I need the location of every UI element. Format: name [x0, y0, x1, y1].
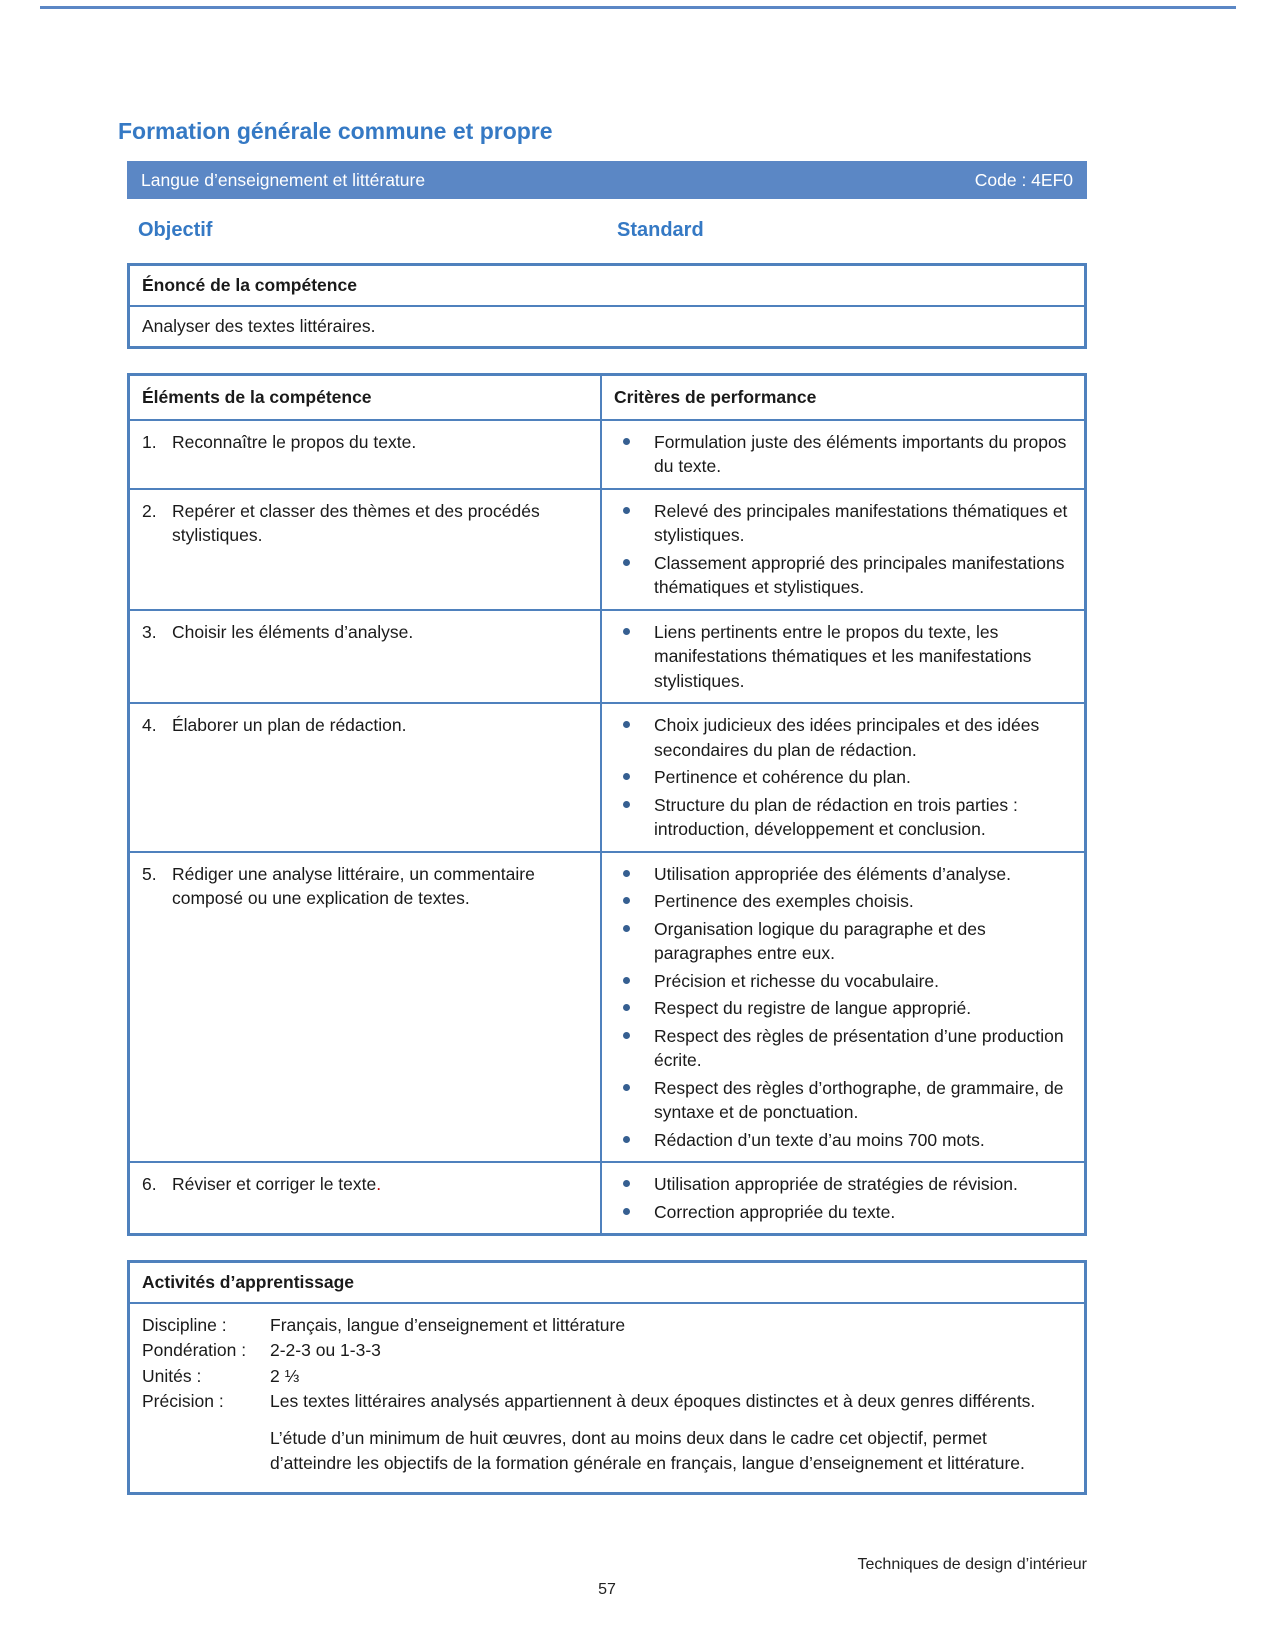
criterion-item: [614, 765, 1072, 790]
criteria-cell: [602, 611, 1084, 703]
criterion-item: [614, 969, 1072, 994]
criterion-text: Structure du plan de rédaction en trois parties : introduction, développement et conclusion.: [654, 794, 1018, 839]
row-number: 2.: [142, 500, 157, 521]
activity-field-paragraph: Les textes littéraires analysés appartiennent à deux époques distinctes et à deux genres différents.: [270, 1391, 1036, 1412]
competence-row: [130, 490, 1084, 611]
standard-heading: Standard: [617, 219, 704, 241]
criteria-list: [614, 430, 1072, 479]
element-text: Reconnaître le propos du texte.: [172, 431, 417, 452]
activity-field-row: [142, 1338, 1072, 1363]
bullet-icon: [623, 897, 630, 904]
criterion-text: Utilisation appropriée des éléments d’analyse.: [654, 863, 1012, 884]
bullet-icon: [623, 559, 630, 566]
activity-field-paragraph: 2-2-3 ou 1-3-3: [270, 1340, 381, 1361]
section-banner: [127, 161, 1087, 199]
bullet-icon: [623, 801, 630, 808]
activity-field-label: Discipline :: [142, 1315, 227, 1335]
activity-field-value: [270, 1338, 1072, 1363]
element-cell: [130, 490, 602, 609]
activity-field-value: [270, 1313, 1072, 1338]
competence-header-elements: Éléments de la compétence: [130, 376, 602, 419]
banner-title: Langue d’enseignement et littérature: [141, 169, 426, 190]
bullet-icon: [623, 628, 630, 635]
footer-text: Techniques de design d’intérieur: [857, 1556, 1087, 1573]
criterion-item: [614, 862, 1072, 887]
criteria-list: [614, 620, 1072, 694]
criterion-item: [614, 1076, 1072, 1125]
activity-field-label: Unités :: [142, 1365, 202, 1386]
bullet-icon: [623, 1032, 630, 1039]
bullet-icon: [623, 1208, 630, 1215]
competence-rows: [130, 421, 1084, 1234]
competence-table: [127, 373, 1087, 1236]
criterion-text: Liens pertinents entre le propos du texte, les manifestations thématiques et les manifestations stylistiques.: [654, 621, 1032, 691]
criterion-item: [614, 1024, 1072, 1073]
criteria-cell: [602, 421, 1084, 488]
page-title: Formation générale commune et propre: [118, 118, 553, 144]
column-headings: [127, 219, 1087, 247]
bullet-icon: [623, 1136, 630, 1143]
element-cell: [130, 704, 602, 851]
activity-field-label: Pondération :: [142, 1340, 247, 1361]
activites-body: [130, 1304, 1084, 1492]
element-text: Repérer et classer des thèmes et des procédés stylistiques.: [172, 500, 540, 545]
competence-row: [130, 853, 1084, 1164]
element-period: .: [376, 1174, 382, 1194]
criterion-text: Relevé des principales manifestations thématiques et stylistiques.: [654, 500, 1068, 545]
criterion-item: [614, 889, 1072, 914]
criteria-list: [614, 862, 1072, 1153]
criterion-text: Formulation juste des éléments importants du propos du texte.: [654, 431, 1067, 476]
element-text: Élaborer un plan de rédaction.: [172, 715, 407, 735]
criterion-item: [614, 1200, 1072, 1225]
criteria-cell: [602, 490, 1084, 609]
competence-header-criteres: Critères de performance: [614, 387, 817, 407]
criterion-text: Classement approprié des principales manifestations thématiques et stylistiques.: [654, 552, 1065, 597]
criterion-text: Correction appropriée du texte.: [654, 1201, 896, 1222]
criterion-item: [614, 996, 1072, 1021]
criteria-list: [614, 713, 1072, 842]
bullet-icon: [623, 1004, 630, 1011]
criteria-list: [614, 499, 1072, 600]
bullet-icon: [623, 925, 630, 932]
criterion-text: Respect des règles d’orthographe, de grammaire, de syntaxe et de ponctuation.: [654, 1077, 1064, 1122]
row-number: 6.: [142, 1174, 157, 1194]
criteria-cell: [602, 853, 1084, 1162]
element-text: Choisir les éléments d’analyse.: [172, 621, 414, 642]
competence-row: [130, 1163, 1084, 1233]
criterion-text: Utilisation appropriée de stratégies de révision.: [654, 1174, 1018, 1194]
enonce-header: Énoncé de la compétence: [130, 266, 1084, 307]
bullet-icon: [623, 773, 630, 780]
criterion-text: Pertinence et cohérence du plan.: [654, 767, 911, 787]
activity-field-paragraph: 2 ⅓: [270, 1365, 300, 1386]
competence-header-row: [130, 376, 1084, 421]
competence-row: [130, 704, 1084, 853]
element-cell: [130, 421, 602, 488]
banner-code: Code : 4EF0: [974, 169, 1073, 190]
criteria-cell: [602, 1163, 1084, 1233]
criterion-text: Respect des règles de présentation d’une production écrite.: [654, 1025, 1064, 1070]
criterion-item: [614, 499, 1072, 548]
competence-row: [130, 611, 1084, 705]
activity-field-row: [142, 1313, 1072, 1338]
criterion-text: Organisation logique du paragraphe et des paragraphes entre eux.: [654, 918, 986, 963]
criterion-text: Pertinence des exemples choisis.: [654, 891, 914, 911]
bullet-icon: [623, 1084, 630, 1091]
criteria-list: [614, 1172, 1072, 1224]
criterion-text: Rédaction d’un texte d’au moins 700 mots.: [654, 1129, 985, 1150]
activity-field-row: [142, 1364, 1072, 1389]
bullet-icon: [623, 977, 630, 984]
criterion-item: [614, 793, 1072, 842]
content-area: [118, 0, 1087, 1519]
activity-field-row: [142, 1389, 1072, 1476]
criterion-item: [614, 620, 1072, 694]
criterion-item: [614, 1172, 1072, 1197]
criterion-item: [614, 1128, 1072, 1153]
row-number: 5.: [142, 863, 157, 884]
bullet-icon: [623, 438, 630, 445]
competence-row: [130, 421, 1084, 490]
activites-box: [127, 1260, 1087, 1495]
activity-field-value: [270, 1389, 1072, 1476]
criterion-text: Respect du registre de langue approprié.: [654, 998, 972, 1018]
page-number: 57: [598, 1581, 616, 1598]
page-footer: [127, 1556, 1087, 1599]
activity-field-paragraph: Français, langue d’enseignement et littérature: [270, 1315, 626, 1335]
row-number: 1.: [142, 431, 157, 452]
criteria-cell: [602, 704, 1084, 851]
criterion-text: Choix judicieux des idées principales et des idées secondaires du plan de rédaction.: [654, 715, 1040, 760]
bullet-icon: [623, 1180, 630, 1187]
criterion-item: [614, 917, 1072, 966]
activity-field-label: Précision :: [142, 1391, 224, 1412]
activity-field-value: [270, 1364, 1072, 1389]
objectif-heading: Objectif: [138, 219, 213, 241]
enonce-box: [127, 263, 1087, 349]
row-number: 4.: [142, 715, 157, 735]
criterion-item: [614, 713, 1072, 762]
criterion-text: Précision et richesse du vocabulaire.: [654, 970, 940, 991]
element-text: Réviser et corriger le texte.: [172, 1174, 382, 1194]
element-cell: [130, 611, 602, 703]
element-text: Rédiger une analyse littéraire, un commentaire composé ou une explication de textes.: [172, 863, 535, 908]
activity-field-paragraph: L’étude d’un minimum de huit œuvres, dont au moins deux dans le cadre cet objectif, permet d’atteindre les objectifs de la formation générale en français, langue d’enseignement et littérature.: [270, 1427, 1025, 1473]
criterion-item: [614, 551, 1072, 600]
enonce-body: Analyser des textes littéraires.: [142, 316, 376, 336]
activites-header: Activités d’apprentissage: [130, 1263, 1084, 1304]
bullet-icon: [623, 507, 630, 514]
element-cell: [130, 1163, 602, 1233]
bullet-icon: [623, 721, 630, 728]
criterion-item: [614, 430, 1072, 479]
bullet-icon: [623, 870, 630, 877]
row-number: 3.: [142, 621, 157, 642]
element-cell: [130, 853, 602, 1162]
